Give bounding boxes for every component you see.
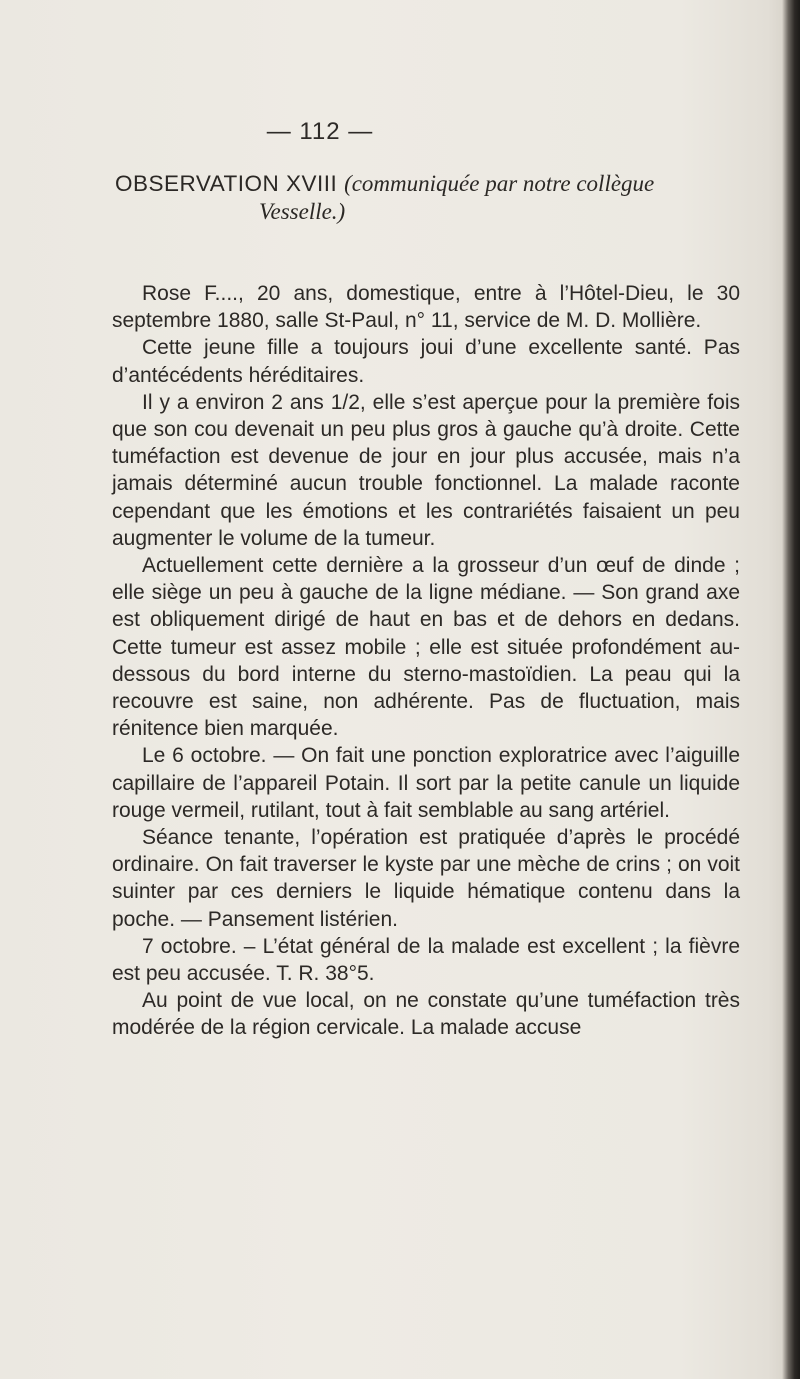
book-binding-edge	[782, 0, 800, 1379]
paragraph-onset: Il y a environ 2 ans 1/2, elle s’est aperçue pour la première fois que son cou devenait un peu plus gros à gauche qu’à droite. Cette tuméfaction est devenue de jour en jour plus accusée, mais n’a jamais déterminé aucun trouble fonctionnel. La malade raconte cependant que les émotions et les contrariétés faisaient un peu augmenter le volume de la tumeur.	[112, 390, 740, 550]
observation-subtitle-line2: Vesselle.)	[259, 199, 346, 224]
observation-title: OBSERVATION XVIII	[115, 171, 345, 196]
paragraph-october-7: 7 octobre. – L’état général de la malade est excellent ; la fièvre est peu accusée. T. R. 38°5.	[112, 934, 740, 986]
observation-subtitle-line1: (communiquée par notre collègue	[344, 171, 655, 196]
body-text	[112, 280, 740, 1042]
paragraph-october-6: Le 6 octobre. — On fait une ponction exploratrice avec l’aiguille capillaire de l’appareil Potain. Il sort par la petite canule un liquide rouge vermeil, rutilant, tout à fait semblable au sang artériel.	[112, 744, 740, 822]
paragraph-current-state: Actuellement cette dernière a la grosseur d’un œuf de dinde ; elle siège un peu à gauche de la ligne médiane. — Son grand axe est obliquement dirigé de haut en bas et de dehors en dedans. Cette tumeur est assez mobile ; elle est située profondément au-dessous du bord interne du sterno-mastoïdien. La peau qui la recouvre est saine, non adhérente. Pas de fluctuation, mais rénitence bien marquée.	[112, 554, 740, 741]
observation-heading	[115, 170, 735, 226]
paragraph-local-findings: Au point de vue local, on ne constate qu’une tuméfaction très modérée de la région cervicale. La malade accuse	[112, 989, 740, 1040]
paragraph-operation: Séance tenante, l’opération est pratiquée d’après le procédé ordinaire. On fait traverser le kyste par une mèche de crins ; on voit suinter par ces derniers le liquide hématique contenu dans la poche. — Pansement listérien.	[112, 826, 740, 931]
page-number: — 112 —	[266, 118, 374, 145]
paragraph-health-history: Cette jeune fille a toujours joui d’une excellente santé. Pas d’antécédents héréditaires.	[112, 336, 740, 387]
paragraph-patient-admission: Rose F...., 20 ans, domestique, entre à l’Hôtel-Dieu, le 30 septembre 1880, salle St-Paul, n° 11, service de M. D. Mollière.	[112, 282, 740, 333]
